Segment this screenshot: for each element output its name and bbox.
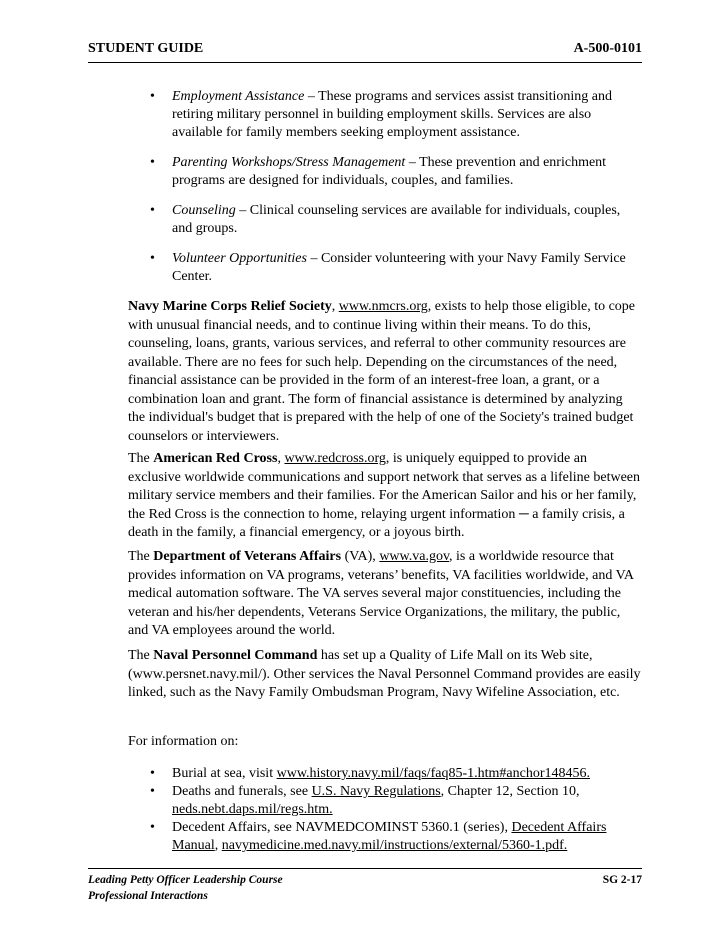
paragraph-text: has set up a Quality of Life Mall on its Web site, (www.persnet.navy.mil/). Other services the Naval Personnel Command provides are easily linked, such as the Navy Family Ombudsman Program, Navy Wifeline Association, etc. <box>128 648 641 700</box>
term-volunteer-opportunities: Volunteer Opportunities <box>172 251 307 266</box>
info-intro: For information on: <box>128 734 239 749</box>
page-number: SG 2-17 <box>602 874 642 886</box>
nmcrs-link[interactable]: www.nmcrs.org <box>338 299 428 314</box>
decedent-pdf-link[interactable]: navymedicine.med.navy.mil/instructions/external/5360-1.pdf. <box>221 838 568 853</box>
decedent-text: Decedent Affairs, see NAVMEDCOMINST 5360.1 (series), <box>172 820 512 835</box>
separator: (VA), <box>341 549 380 564</box>
section-title: Professional Interactions <box>88 890 208 902</box>
org-name-nmcrs: Navy Marine Corps Relief Society <box>128 299 332 314</box>
list-item-description: – These programs and services assist transitioning and retiring military personnel in building employment skills. Services are also available for family members seeking employment assistance. <box>172 89 613 140</box>
bullet-icon: • <box>150 251 155 266</box>
list-item <box>150 783 640 819</box>
list-item <box>150 202 640 250</box>
list-item-text <box>172 783 640 819</box>
course-title: Leading Petty Officer Leadership Course <box>88 874 283 886</box>
term-counseling: Counseling <box>172 203 236 218</box>
paragraph-text: , is uniquely equipped to provide an exclusive worldwide communications and support network that serves as a lifeline between military service members and their families. For the American Sailor and his or her family, the Red Cross is the connection to home, relaying urgent information ─ a family crisis, a death in the family, a financial emergency, or a joyous birth. <box>128 451 641 540</box>
bullet-icon: • <box>150 203 155 218</box>
term-employment-assistance: Employment Assistance <box>172 89 305 104</box>
list-item <box>150 765 640 783</box>
document-number: A-500-0101 <box>573 41 642 56</box>
page-header <box>88 40 642 58</box>
bullet-icon: • <box>150 155 155 170</box>
page-footer <box>88 872 642 904</box>
nmcrs-paragraph <box>128 298 642 446</box>
redcross-paragraph <box>128 450 642 543</box>
list-item <box>150 819 640 855</box>
term-parenting-workshops: Parenting Workshops/Stress Management <box>172 155 406 170</box>
paragraph-prefix: The <box>128 451 154 466</box>
list-item-text <box>172 154 640 202</box>
burial-at-sea-link[interactable]: www.history.navy.mil/faqs/faq85-1.htm#anchor148456. <box>276 766 590 781</box>
paragraph-text: , is a worldwide resource that provides information on VA programs, veterans’ benefits, VA facilities worldwide, and VA medical automation software. The VA serves several major constituencies, including the veteran and his/her dependents, Veterans Service Organizations, the military, the public, and VA employees around the world. <box>128 549 634 638</box>
separator: , <box>277 451 285 466</box>
bullet-icon: • <box>150 766 155 781</box>
org-name-redcross: American Red Cross <box>153 451 278 466</box>
header-title: STUDENT GUIDE <box>88 41 204 56</box>
list-item-description: – Consider volunteering with your Navy Family Service Center. <box>172 251 626 284</box>
paragraph-prefix: The <box>128 549 154 564</box>
list-item-text <box>172 250 640 286</box>
org-name-va: Department of Veterans Affairs <box>153 549 342 564</box>
decedent-affairs-manual-link[interactable]: Decedent Affairs Manual <box>172 820 607 853</box>
deaths-section-text: , Chapter 12, Section 10, <box>440 784 580 799</box>
bullet-icon: • <box>150 784 155 799</box>
paragraph-prefix: The <box>128 648 154 663</box>
list-item <box>150 88 640 154</box>
list-item-description: – Clinical counseling services are available for individuals, couples, and groups. <box>172 203 621 236</box>
deaths-text: Deaths and funerals, see <box>172 784 312 799</box>
separator: , <box>331 299 339 314</box>
npc-paragraph <box>128 647 642 703</box>
header-rule <box>88 62 642 63</box>
list-item-text <box>172 202 640 250</box>
va-paragraph <box>128 548 642 641</box>
bullet-icon: • <box>150 820 155 835</box>
services-bullet-list <box>150 88 640 286</box>
list-item <box>150 250 640 286</box>
list-item-text <box>172 88 640 154</box>
redcross-link[interactable]: www.redcross.org <box>284 451 386 466</box>
list-item-description: – These prevention and enrichment programs are designed for individuals, couples, and families. <box>172 155 607 188</box>
paragraph-text: , exists to help those eligible, to cope with unusual financial needs, and to continue living within their means. To do this, counseling, loans, grants, various services, and referral to other community resources are available. There are no fees for such help. Depending on the circumstances of the need, financial assistance can be provided in the form of an interest-free loan, a grant, or a combination loan and grant. The form of financial assistance is determined by analyzing the individual's budget that is prepared with the help of one of the Society's trained budget counselors or interviewers. <box>128 299 636 444</box>
burial-text: Burial at sea, visit <box>172 766 277 781</box>
bullet-icon: • <box>150 89 155 104</box>
footer-rule <box>88 868 642 869</box>
list-item-text <box>172 765 640 783</box>
info-bullet-list <box>150 765 640 855</box>
list-item-text <box>172 819 640 855</box>
separator: , <box>214 838 222 853</box>
org-name-npc: Naval Personnel Command <box>153 648 318 663</box>
list-item <box>150 154 640 202</box>
navy-regulations-link[interactable]: U.S. Navy Regulations <box>311 784 441 799</box>
va-link[interactable]: www.va.gov <box>379 549 450 564</box>
regs-url-link[interactable]: neds.nebt.daps.mil/regs.htm. <box>172 802 333 817</box>
